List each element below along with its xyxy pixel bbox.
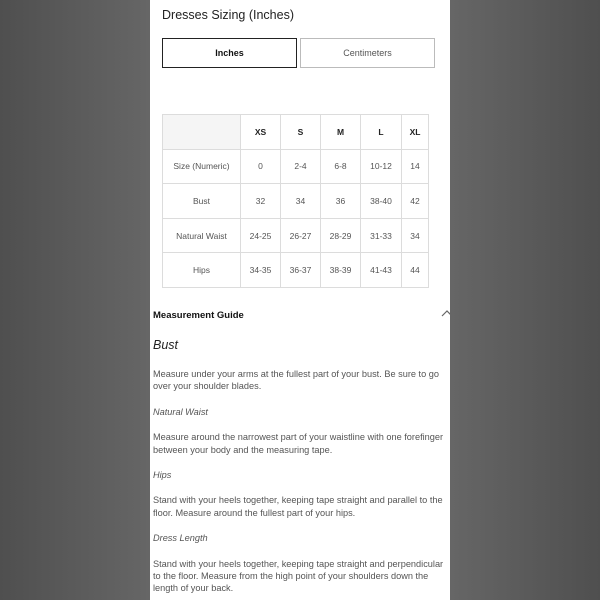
natural-waist-instructions: Measure around the narrowest part of your waistline with one forefinger between your body and the measuring tape. — [153, 432, 444, 455]
row-label: Hips — [163, 253, 241, 288]
hips-instructions: Stand with your heels together, keeping tape straight and parallel to the floor. Measure around the fullest part of your hips. — [153, 495, 443, 518]
table-header-corner — [163, 115, 241, 150]
table-cell: 26-27 — [281, 218, 321, 253]
table-header-xs: XS — [241, 115, 281, 150]
table-cell: 41-43 — [361, 253, 402, 288]
table-row — [163, 253, 429, 288]
bust-instructions: Measure under your arms at the fullest part of your bust. Be sure to go over your shoulder blades. — [153, 369, 439, 392]
chevron-up-icon[interactable] — [441, 308, 450, 318]
page-title: Dresses Sizing (Inches) — [162, 8, 294, 22]
table-cell: 6-8 — [321, 149, 361, 184]
centimeters-toggle-button[interactable] — [300, 38, 435, 68]
table-cell: 14 — [402, 149, 429, 184]
row-label: Size (Numeric) — [163, 149, 241, 184]
table-header-m: M — [321, 115, 361, 150]
right-background — [450, 0, 600, 600]
table-cell: 36-37 — [281, 253, 321, 288]
table-cell: 10-12 — [361, 149, 402, 184]
table-header-xl: XL — [402, 115, 429, 150]
dress-length-instructions: Stand with your heels together, keeping tape straight and perpendicular to the floor. Measure from the high point of your shoulders down the length of your back. — [153, 558, 444, 594]
inches-label: Inches — [215, 48, 244, 58]
natural-waist-heading: Natural Waist — [153, 406, 208, 417]
table-cell: 34 — [281, 184, 321, 219]
size-chart-table — [162, 114, 429, 288]
table-cell: 38-40 — [361, 184, 402, 219]
table-cell: 32 — [241, 184, 281, 219]
table-row — [163, 149, 429, 184]
inches-toggle-button[interactable] — [162, 38, 297, 68]
table-header-l: L — [361, 115, 402, 150]
table-cell: 2-4 — [281, 149, 321, 184]
table-cell: 24-25 — [241, 218, 281, 253]
row-label: Natural Waist — [163, 218, 241, 253]
row-label: Bust — [163, 184, 241, 219]
table-cell: 38-39 — [321, 253, 361, 288]
table-cell: 34 — [402, 218, 429, 253]
left-background — [0, 0, 150, 600]
table-cell: 44 — [402, 253, 429, 288]
table-cell: 31-33 — [361, 218, 402, 253]
table-cell: 28-29 — [321, 218, 361, 253]
table-cell: 36 — [321, 184, 361, 219]
measurement-guide-accordion[interactable] — [153, 307, 450, 323]
table-cell: 0 — [241, 149, 281, 184]
table-cell: 42 — [402, 184, 429, 219]
table-row — [163, 184, 429, 219]
dress-length-heading: Dress Length — [153, 533, 208, 544]
table-header-row — [163, 115, 429, 150]
table-header-s: S — [281, 115, 321, 150]
hips-heading: Hips — [153, 470, 172, 481]
size-guide-panel — [150, 0, 450, 600]
measurement-guide-title: Measurement Guide — [153, 309, 244, 321]
table-cell: 34-35 — [241, 253, 281, 288]
measurement-guide-content — [153, 336, 449, 600]
centimeters-label: Centimeters — [343, 48, 392, 58]
bust-heading: Bust — [153, 338, 179, 352]
table-row — [163, 218, 429, 253]
